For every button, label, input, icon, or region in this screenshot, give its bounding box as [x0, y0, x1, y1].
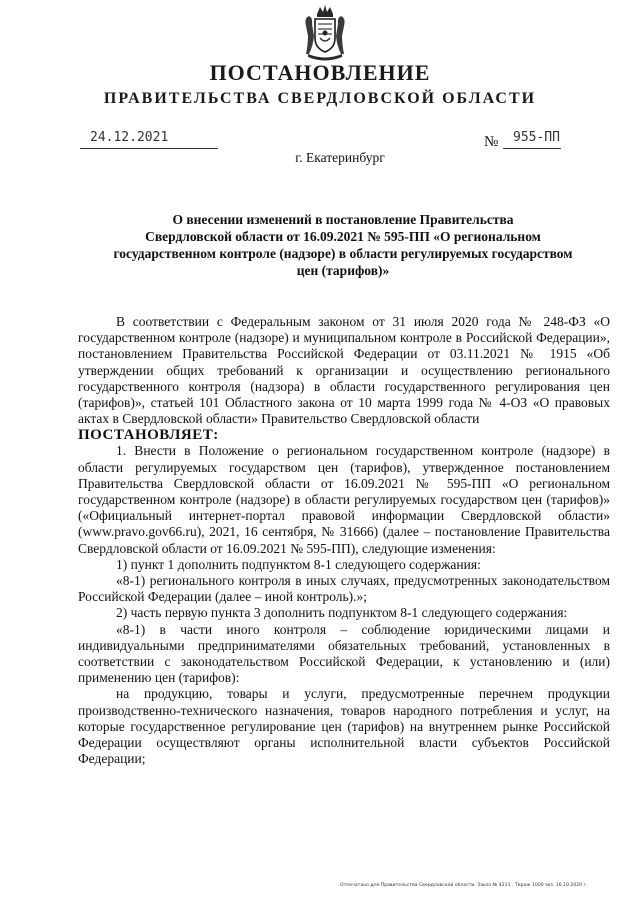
preamble-paragraph: В соответствии с Федеральным законом от 31 июля 2020 года № 248-ФЗ «О государственном контроле (надзоре) и муниципальном контроле в Российской Федерации», постановлением Правительства Российской Федерации от 03.11.2021 № 1915 «Об утверждении общих требований к организации и осуществлению регионального государственного контроля (надзора) в области государственного регулирования цен (тарифов)», статьей 101 Областного закона от 10 марта 1999 года № 4-ОЗ «О правовых актах в Свердловской области» Правительство Свердловской области	[78, 314, 610, 427]
issuer-title: ПРАВИТЕЛЬСТВА СВЕРДЛОВСКОЙ ОБЛАСТИ	[103, 90, 537, 107]
coat-of-arms-icon	[302, 4, 348, 62]
heading-line: Свердловской области от 16.09.2021 № 595-ПП «О региональном	[145, 229, 541, 244]
document-date: 24.12.2021	[80, 130, 218, 149]
number-sign: №	[484, 134, 499, 150]
heading-line: цен (тарифов)»	[296, 263, 390, 278]
heading-line: О внесении изменений в постановление Правительства	[172, 212, 514, 227]
heading-line: государственном контроле (надзоре) в области регулируемых государством	[113, 246, 573, 261]
resolve-keyword: ПОСТАНОВЛЯЕТ:	[78, 427, 219, 444]
subitem-1-text: «8-1) регионального контроля в иных случаях, предусмотренных законодательством Российской Федерации (далее – иной контроль).»;	[78, 573, 610, 605]
subitem-2-text: «8-1) в части иного контроля – соблюдение юридическими лицами и индивидуальными предпринимателями обязательных требований, установленных в соответствии с законодательством Российской Федерации, к установлению и (или) применению цен (тарифов):	[78, 621, 610, 686]
document-heading	[78, 211, 608, 279]
subitem-2-text-b: на продукцию, товары и услуги, предусмотренные перечнем продукции производственно-технического назначения, товаров народного потребления и услуг, на которые государственное регулирование цен (тарифов) на внутреннем рынке Российской Федерации осуществляют органы исполнительной власти субъектов Российской Федерации;	[78, 686, 610, 767]
print-imprint: Отпечатано для Правительства Свердловской области. Заказ № 4211 . Тираж 1000 экз. 16.10.2020 г.	[340, 883, 588, 888]
document-body	[78, 314, 610, 767]
document-number: 955-ПП	[503, 130, 561, 149]
item-1-paragraph: 1. Внести в Положение о региональном государственном контроле (надзоре) в области регулируемых государством цен (тарифов), утвержденное постановлением Правительства Свердловской области от 16.09.2021 № 595-ПП «О региональном государственном контроле (надзоре) в области регулируемых государством цен (тарифов)» («Официальный интернет-портал правовой информации Свердловской области» (www.pravo.gov66.ru), 2021, 16 сентября, № 31666) (далее – постановление Правительства Свердловской области от 16.09.2021 № 595-ПП), следующие изменения:	[78, 443, 610, 556]
subitem-2-paragraph: 2) часть первую пункта 3 дополнить подпунктом 8-1 следующего содержания:	[116, 605, 568, 621]
issue-city: г. Екатеринбург	[295, 150, 385, 165]
subitem-1-paragraph: 1) пункт 1 дополнить подпунктом 8-1 следующего содержания:	[116, 556, 481, 572]
document-type-title: ПОСТАНОВЛЕНИЕ	[209, 60, 431, 85]
